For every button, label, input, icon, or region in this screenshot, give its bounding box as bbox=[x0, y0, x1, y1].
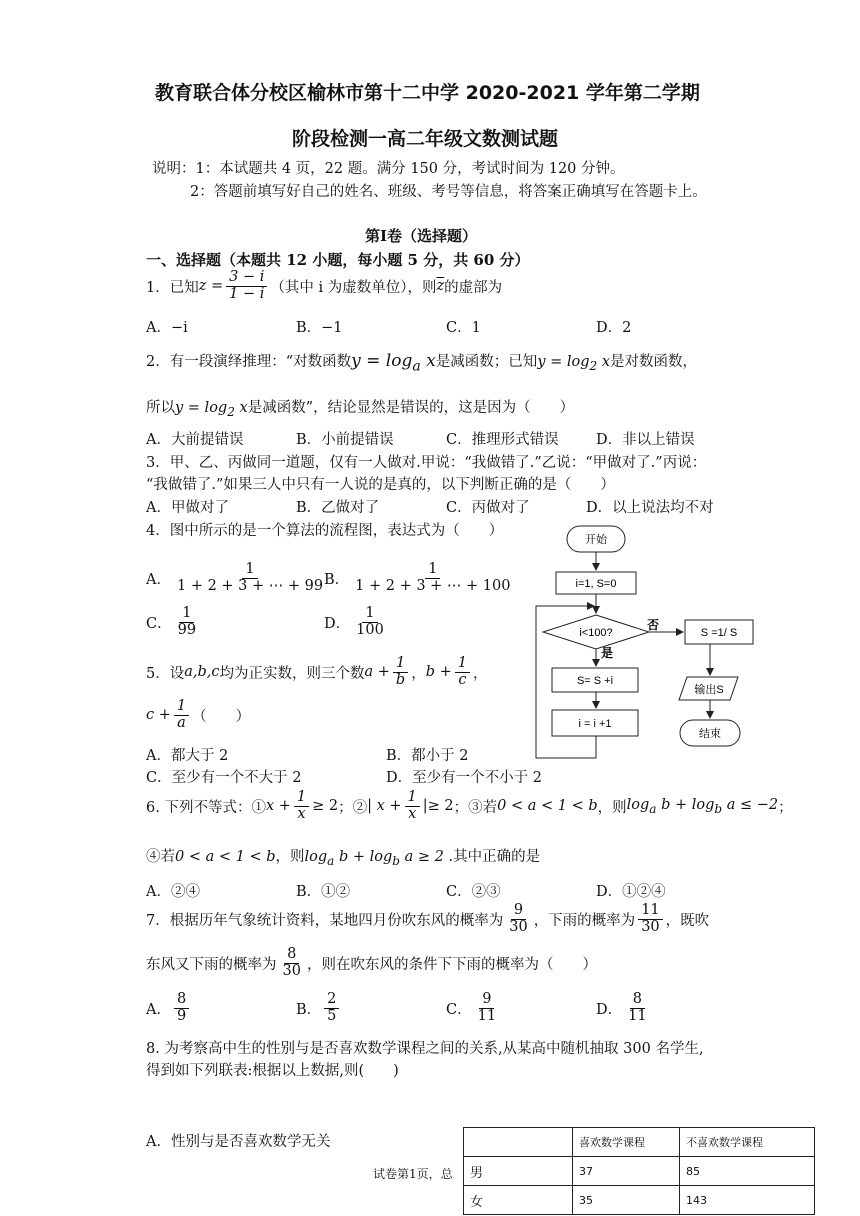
q5-blank: （ ） bbox=[192, 708, 251, 725]
q5-frac1-den: b bbox=[395, 671, 406, 688]
table-cell: 35 bbox=[573, 1186, 680, 1215]
q6-option-a: A．②④ bbox=[146, 884, 200, 900]
q1-prefix: 1．已知 bbox=[146, 279, 199, 296]
table-header-cell: 喜欢数学课程 bbox=[573, 1128, 680, 1157]
q2-f1-x: x bbox=[420, 351, 436, 371]
q2-text-e: 是减函数”，结论显然是错误的，这是因为（ ） bbox=[247, 400, 575, 416]
q2-formula-1 bbox=[351, 351, 436, 375]
q3-option-a: A．甲做对了 bbox=[146, 500, 229, 516]
q6-log: log bbox=[626, 796, 650, 813]
q6-log-sub-a: a bbox=[649, 801, 657, 816]
q5-term2: b + bbox=[425, 664, 452, 681]
question-8-line1: 8. 为考察高中生的性别与是否喜欢数学课程之间的关系,从某高中随机抽取 300 名学生, bbox=[146, 1041, 704, 1057]
table-row bbox=[464, 1157, 815, 1186]
q7-l2a: 东风又下雨的概率为 bbox=[146, 956, 277, 973]
q5-frac1-num: 1 bbox=[393, 656, 408, 673]
q2-f2-x: x bbox=[597, 354, 611, 370]
q8-option-a: A．性别与是否喜欢数学无关 bbox=[146, 1134, 331, 1150]
q7-frac2-den: 30 bbox=[641, 918, 660, 935]
q6-e2: | x + bbox=[367, 798, 402, 815]
q5-frac3-num: 1 bbox=[174, 699, 189, 716]
q6-l2d: log bbox=[304, 849, 328, 865]
q6-frac2-den: x bbox=[408, 805, 417, 822]
q7-frac1-den: 30 bbox=[509, 918, 528, 935]
q1-text-end: 的虚部为 bbox=[444, 279, 503, 296]
q7-p1: 7．根据历年气象统计资料，某地四月份吹东风的概率为 bbox=[146, 912, 504, 929]
table-row bbox=[464, 1186, 815, 1215]
flow-end-text: 结束 bbox=[699, 728, 721, 740]
table-header-row bbox=[464, 1128, 815, 1157]
exam-title-line1: 教育联合体分校区榆林市第十二中学 2020-2021 学年第二学期 bbox=[155, 82, 700, 104]
q6-option-d: D．①②④ bbox=[596, 884, 666, 900]
flow-no-label: 否 bbox=[647, 618, 660, 632]
question-4: 4．图中所示的是一个算法的流程图，表达式为（ ） bbox=[146, 523, 504, 539]
q1-option-c: C．1 bbox=[446, 320, 481, 336]
q5-term3: c + bbox=[146, 707, 171, 724]
q6-l2-sub2: b bbox=[392, 853, 400, 868]
q5-frac1 bbox=[393, 656, 408, 689]
q6-e2b: |≥ 2 bbox=[422, 798, 454, 815]
q7-p3: ，既吹 bbox=[665, 912, 710, 929]
q1-fraction bbox=[226, 270, 267, 303]
q5-mid: 均为正实数，则三个数 bbox=[219, 665, 365, 682]
q1-option-b: B．−1 bbox=[296, 320, 343, 336]
q6-option-b: B．①② bbox=[296, 884, 351, 900]
q6-frac2-num: 1 bbox=[405, 790, 420, 807]
q7-frac2-num: 11 bbox=[638, 903, 662, 920]
q4-b-den: 1 + 2 + 3 + ⋯ + 100 bbox=[355, 577, 511, 594]
q7-option-b bbox=[296, 992, 342, 1025]
q6-l2e: b + log bbox=[334, 849, 393, 865]
q1-option-a: A．−i bbox=[146, 320, 188, 336]
q1-denominator: 1 − i bbox=[229, 285, 265, 302]
q7-b-frac bbox=[324, 992, 339, 1025]
q7-c-label: C． bbox=[446, 1001, 472, 1018]
q7-b-num: 2 bbox=[324, 992, 339, 1009]
q4-d-num: 1 bbox=[362, 606, 377, 623]
question-2-line1 bbox=[146, 350, 697, 374]
q6-option-c: C．②③ bbox=[446, 884, 501, 900]
q7-frac1-num: 9 bbox=[511, 903, 526, 920]
q4-c-den: 99 bbox=[177, 621, 197, 638]
q6-frac1 bbox=[294, 790, 309, 823]
table-cell: 女 bbox=[464, 1186, 573, 1215]
q6-p5: ； bbox=[778, 799, 793, 816]
q4-b-label: B． bbox=[324, 571, 350, 588]
table-cell: 143 bbox=[680, 1186, 815, 1215]
q5-option-c: C．至少有一个不大于 2 bbox=[146, 770, 302, 786]
q5-frac2-den: c bbox=[458, 671, 467, 688]
q6-l2-log bbox=[304, 849, 444, 868]
q4-d-fraction bbox=[353, 606, 387, 639]
q1-option-d: D．2 bbox=[596, 320, 632, 336]
q4-option-d bbox=[324, 606, 390, 639]
question-5-line2 bbox=[146, 699, 250, 732]
q4-c-fraction bbox=[175, 606, 199, 639]
q6-l2a: ④若 bbox=[146, 849, 175, 865]
q7-a-den: 9 bbox=[176, 1007, 187, 1024]
q7-d-den: 11 bbox=[628, 1007, 647, 1024]
question-7-line2 bbox=[146, 947, 597, 980]
contingency-table bbox=[463, 1127, 815, 1215]
q7-frac2 bbox=[638, 903, 662, 936]
q4-a-den: 1 + 2 + 3 + ⋯ + 99 bbox=[176, 577, 324, 594]
q5-frac3 bbox=[174, 699, 189, 732]
q7-d-frac bbox=[625, 992, 649, 1025]
exam-title-line2: 阶段检测一高二年级文数测试题 bbox=[292, 128, 559, 150]
q5-prefix: 5．设 bbox=[146, 665, 185, 682]
q2-text-b: 是减函数；已知 bbox=[435, 354, 538, 370]
q6-l2b: 0 < a < 1 < b bbox=[175, 849, 276, 865]
q2-formula-3 bbox=[175, 400, 248, 419]
q6-l2g: .其中正确的是 bbox=[443, 849, 541, 865]
q6-log-end: a ≤ −2 bbox=[722, 796, 779, 813]
q2-option-d: D．非以上错误 bbox=[596, 432, 695, 448]
q7-frac1 bbox=[506, 903, 530, 936]
q4-a-num: 1 bbox=[242, 562, 257, 579]
flow-start-text: 开始 bbox=[585, 534, 607, 546]
q7-c-num: 9 bbox=[479, 992, 494, 1009]
q3-option-b: B．乙做对了 bbox=[296, 500, 380, 516]
q2-text-c: 是对数函数， bbox=[610, 354, 698, 370]
q3-option-c: C．丙做对了 bbox=[446, 500, 530, 516]
q7-p2: ，下雨的概率为 bbox=[533, 912, 636, 929]
q4-a-label: A． bbox=[146, 571, 171, 588]
q7-option-c bbox=[446, 992, 502, 1025]
q5-frac3-den: a bbox=[177, 714, 186, 731]
q2-f2: y = log bbox=[537, 354, 590, 370]
q2-formula-2 bbox=[537, 354, 611, 373]
q7-c-frac bbox=[475, 992, 499, 1025]
q4-option-c bbox=[146, 606, 202, 639]
q6-l2f: a ≥ 2 bbox=[400, 849, 444, 865]
q7-d-num: 8 bbox=[630, 992, 645, 1009]
q7-a-label: A． bbox=[146, 1001, 171, 1018]
q4-d-den: 100 bbox=[356, 621, 384, 638]
q4-option-b bbox=[324, 562, 516, 595]
q6-p3: ；③若 bbox=[453, 799, 498, 816]
q2-option-a: A．大前提错误 bbox=[146, 432, 244, 448]
q6-e4 bbox=[627, 797, 779, 816]
q2-text-a: 2．有一段演绎推理：“对数函数 bbox=[146, 354, 352, 370]
q6-frac1-num: 1 bbox=[294, 790, 309, 807]
q1-numerator: 3 − i bbox=[226, 270, 267, 287]
table-cell: 37 bbox=[573, 1157, 680, 1186]
section-heading: 一、选择题（本题共 12 小题，每小题 5 分，共 60 分） bbox=[146, 251, 530, 269]
q6-p4: ，则 bbox=[597, 799, 627, 816]
flow-condition-text: i<100? bbox=[579, 627, 613, 639]
q4-c-label: C． bbox=[146, 615, 172, 632]
q6-l2c: ，则 bbox=[275, 849, 305, 865]
question-6-line1 bbox=[146, 790, 793, 823]
q2-f3-x: x bbox=[234, 400, 248, 416]
instructions-line2: 2：答题前填写好自己的姓名、班级、考号等信息，将答案正确填写在答题卡上。 bbox=[190, 184, 707, 200]
q7-d-label: D． bbox=[596, 1001, 623, 1018]
table-cell: 85 bbox=[680, 1157, 815, 1186]
instructions-line1: 说明：1：本试题共 4 页，22 题。满分 150 分，考试时间为 120 分钟。 bbox=[152, 161, 625, 177]
question-2-line2 bbox=[146, 396, 574, 419]
flow-calc-text: S =1/ S bbox=[700, 627, 738, 639]
q2-f2-sub: 2 bbox=[589, 358, 598, 373]
q7-frac3 bbox=[280, 947, 304, 980]
q6-log-sub-b: b bbox=[714, 801, 723, 816]
part-heading: 第Ⅰ卷（选择题） bbox=[365, 227, 478, 245]
question-8-line2: 得到如下列联表:根据以上数据,则( ) bbox=[146, 1063, 399, 1079]
q4-option-a bbox=[146, 562, 329, 595]
q1-text: （其中 i 为虚数单位），则 bbox=[270, 279, 437, 296]
q7-a-num: 8 bbox=[174, 992, 189, 1009]
flow-init-text: i=1, S=0 bbox=[575, 578, 617, 590]
page-footer: 试卷第1页，总 bbox=[373, 1167, 453, 1181]
q2-f3-sub: 2 bbox=[227, 404, 235, 419]
q2-text-d: 所以 bbox=[146, 400, 175, 416]
question-5-line1 bbox=[146, 656, 488, 689]
q6-frac1-den: x bbox=[297, 805, 306, 822]
q6-p2: ；② bbox=[338, 799, 368, 816]
table-header-cell: 不喜欢数学课程 bbox=[680, 1128, 815, 1157]
flow-yes-label: 是 bbox=[601, 646, 614, 660]
q2-option-b: B．小前提错误 bbox=[296, 432, 394, 448]
q7-l2b: ，则在吹东风的条件下下雨的概率为（ ） bbox=[306, 956, 597, 973]
q7-option-a bbox=[146, 992, 192, 1025]
q4-b-num: 1 bbox=[425, 562, 440, 579]
flow-output-text: 输出S bbox=[694, 684, 724, 696]
q5-option-b: B．都小于 2 bbox=[386, 748, 469, 764]
q6-e3: 0 < a < 1 < b bbox=[497, 798, 598, 815]
q7-c-den: 11 bbox=[477, 1007, 497, 1024]
q2-f1: y = log bbox=[351, 351, 413, 371]
flowchart bbox=[530, 522, 760, 767]
q6-p1: 6. 下列不等式：① bbox=[146, 799, 266, 816]
q5-comma1: ， bbox=[411, 665, 426, 682]
flow-step-inc-text: i = i +1 bbox=[578, 718, 612, 730]
q4-a-fraction bbox=[174, 562, 326, 595]
q2-f1-sub: a bbox=[412, 358, 421, 375]
q7-frac3-den: 30 bbox=[282, 962, 301, 979]
question-1 bbox=[146, 270, 502, 303]
question-6-line2 bbox=[146, 845, 540, 868]
q6-e1b: ≥ 2 bbox=[312, 798, 339, 815]
q2-option-c: C．推理形式错误 bbox=[446, 432, 559, 448]
q6-l2-sub1: a bbox=[327, 853, 335, 868]
q5-comma2: ， bbox=[473, 665, 488, 682]
q1-zbar: $\overline{z}$ bbox=[436, 278, 445, 295]
q6-e1: x + bbox=[265, 798, 291, 815]
q5-option-d: D．至少有一个不小于 2 bbox=[386, 770, 542, 786]
q6-frac2 bbox=[405, 790, 420, 823]
q7-a-frac bbox=[174, 992, 189, 1025]
q7-option-d bbox=[596, 992, 653, 1025]
question-3-line1: 3．甲、乙、丙做同一道题，仅有一人做对.甲说：“我做错了.”乙说：“甲做对了.”丙说： bbox=[146, 455, 707, 471]
q5-frac2 bbox=[455, 656, 470, 689]
q4-d-label: D． bbox=[324, 615, 351, 632]
q6-log-mid: b + log bbox=[656, 796, 715, 813]
flow-step-sum-text: S= S +i bbox=[576, 675, 614, 687]
q4-c-num: 1 bbox=[179, 606, 194, 623]
q1-z: z = bbox=[198, 278, 224, 295]
q4-b-fraction bbox=[352, 562, 513, 595]
q7-b-den: 5 bbox=[327, 1007, 337, 1024]
q5-frac2-num: 1 bbox=[455, 656, 470, 673]
table-header-cell bbox=[464, 1128, 573, 1157]
question-3-line2: “我做错了.”如果三人中只有一人说的是真的，以下判断正确的是（ ） bbox=[146, 477, 615, 493]
q7-b-label: B． bbox=[296, 1001, 322, 1018]
question-7-line1 bbox=[146, 903, 709, 936]
q2-f3: y = log bbox=[175, 400, 228, 416]
q7-frac3-num: 8 bbox=[284, 947, 299, 964]
table-cell: 男 bbox=[464, 1157, 573, 1186]
q5-term1: a + bbox=[364, 664, 390, 681]
q5-option-a: A．都大于 2 bbox=[146, 748, 229, 764]
q3-option-d: D．以上说法均不对 bbox=[586, 500, 714, 516]
q5-vars: a,b,c bbox=[184, 664, 220, 681]
